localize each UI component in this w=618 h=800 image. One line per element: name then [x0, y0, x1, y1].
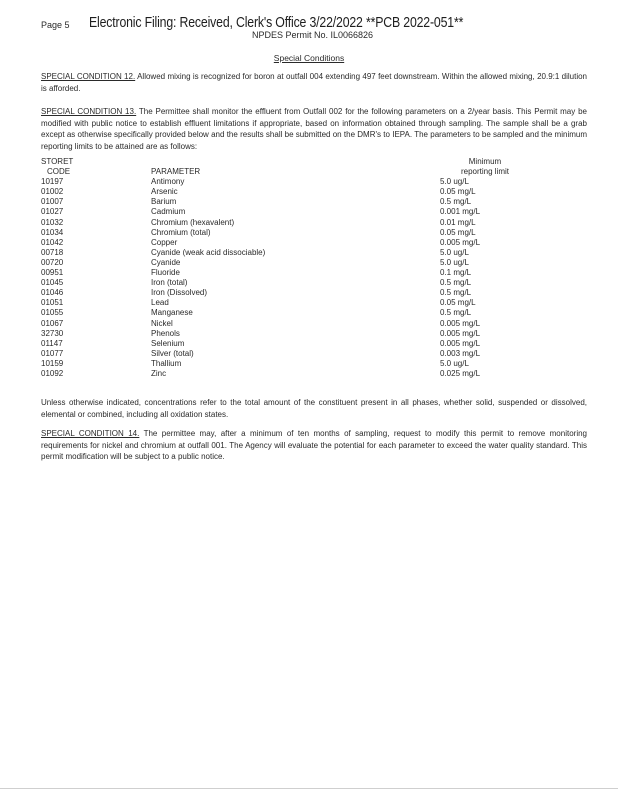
- table-row: [41, 238, 530, 248]
- reporting-limit-cell: 5.0 ug/L: [440, 358, 469, 368]
- table-row: [41, 329, 530, 339]
- table-row: [41, 258, 530, 268]
- storet-code-cell: 01067: [41, 318, 64, 328]
- reporting-limit-cell: 0.5 mg/L: [440, 197, 472, 207]
- storet-code-cell: 01027: [41, 207, 64, 217]
- reporting-limit-cell: 0.01 mg/L: [440, 217, 476, 227]
- reporting-limit-cell: 0.1 mg/L: [440, 268, 472, 278]
- reporting-limit-header: [440, 157, 530, 177]
- storet-code-header: [41, 157, 151, 177]
- page-number: Page 5: [41, 20, 70, 30]
- storet-code-cell: 10197: [41, 177, 64, 187]
- parameter-cell: Barium: [151, 197, 177, 207]
- parameter-cell: Cadmium: [151, 207, 186, 217]
- reporting-limit-cell: 0.05 mg/L: [440, 187, 476, 197]
- reporting-limit-cell: 0.05 mg/L: [440, 298, 476, 308]
- special-condition-12: [41, 71, 587, 94]
- condition-14-text: The permittee may, after a minimum of ten months of sampling, request to modify this permit to remove monitoring requirements for nickel and chromium at outfall 001. The Agency will evaluate the potential for each parameter to exceed the water quality standard. This permit modification will be subject to a public notice.: [41, 429, 587, 461]
- reporting-limit-cell: 0.005 mg/L: [440, 318, 481, 328]
- permit-number: NPDES Permit No. IL0066826: [252, 30, 374, 40]
- parameter-cell: Phenols: [151, 328, 180, 338]
- table-row: [41, 359, 530, 369]
- concentration-note: Unless otherwise indicated, concentrations refer to the total amount of the constituent present in all phases, whether solid, suspended or dissolved, elemental or combined, including all oxidation states.: [41, 398, 587, 419]
- table-row: [41, 197, 530, 207]
- parameter-cell: Chromium (hexavalent): [151, 217, 235, 227]
- table-row: [41, 298, 530, 308]
- parameter-cell: Nickel: [151, 318, 173, 328]
- storet-label: STORET: [41, 157, 74, 166]
- reporting-limit-cell: 0.003 mg/L: [440, 348, 481, 358]
- parameter-cell: Iron (total): [151, 278, 188, 288]
- parameter-cell: Cyanide: [151, 257, 181, 267]
- table-row: [41, 369, 530, 379]
- table-row: [41, 319, 530, 329]
- storet-code-cell: 01007: [41, 197, 64, 207]
- table-row: [41, 177, 530, 187]
- storet-code-cell: 32730: [41, 328, 64, 338]
- storet-code-cell: 01046: [41, 288, 64, 298]
- special-condition-13: [41, 106, 587, 152]
- reporting-limit-cell: 0.5 mg/L: [440, 288, 472, 298]
- reporting-limit-cell: 0.001 mg/L: [440, 207, 481, 217]
- table-row: [41, 278, 530, 288]
- parameter-cell: Lead: [151, 298, 169, 308]
- reporting-limit-cell: 0.5 mg/L: [440, 308, 472, 318]
- storet-code-cell: 10159: [41, 358, 64, 368]
- reporting-limit-cell: 0.025 mg/L: [440, 368, 481, 378]
- code-label: CODE: [47, 167, 71, 177]
- storet-code-cell: 01092: [41, 368, 64, 378]
- storet-code-cell: 01051: [41, 298, 64, 308]
- condition-12-heading: SPECIAL CONDITION 12.: [41, 72, 136, 81]
- storet-code-cell: 01147: [41, 338, 63, 348]
- parameter-cell: Silver (total): [151, 348, 194, 358]
- parameter-cell: Thallium: [151, 358, 182, 368]
- special-condition-14: [41, 428, 587, 463]
- table-row: [41, 228, 530, 238]
- condition-12-text: Allowed mixing is recognized for boron at outfall 004 extending 497 feet downstream. Within the allowed mixing, 20.9:1 dilution is afforded.: [41, 72, 588, 93]
- table-header-row: [41, 157, 530, 177]
- reporting-limit-cell: 5.0 ug/L: [440, 177, 469, 187]
- table-row: [41, 288, 530, 298]
- parameter-cell: Manganese: [151, 308, 193, 318]
- parameter-cell: Arsenic: [151, 187, 178, 197]
- table-row: [41, 308, 530, 318]
- parameter-cell: Antimony: [151, 177, 185, 187]
- table-row: [41, 339, 530, 349]
- storet-code-cell: 01032: [41, 217, 64, 227]
- parameter-cell: Chromium (total): [151, 227, 211, 237]
- storet-code-cell: 01002: [41, 187, 64, 197]
- storet-code-cell: 01042: [41, 237, 64, 247]
- minimum-label: Minimum: [468, 157, 502, 166]
- parameter-cell: Iron (Dissolved): [151, 288, 208, 298]
- reporting-limit-cell: 5.0 ug/L: [440, 257, 469, 267]
- reporting-limit-cell: 0.05 mg/L: [440, 227, 476, 237]
- section-title: Special Conditions: [273, 53, 345, 63]
- reporting-limit-cell: 0.005 mg/L: [440, 338, 481, 348]
- reporting-limit-cell: 0.005 mg/L: [440, 237, 481, 247]
- parameters-table: [41, 157, 530, 379]
- storet-code-cell: 01034: [41, 227, 64, 237]
- storet-code-cell: 00720: [41, 257, 64, 267]
- parameter-cell: Fluoride: [151, 268, 180, 278]
- parameter-cell: Zinc: [151, 368, 167, 378]
- table-row: [41, 349, 530, 359]
- parameter-cell: Selenium: [151, 338, 185, 348]
- table-row: [41, 248, 530, 258]
- storet-code-cell: 00951: [41, 268, 64, 278]
- table-row: [41, 218, 530, 228]
- reporting-limit-cell: 0.5 mg/L: [440, 278, 472, 288]
- reporting-limit-label: reporting limit: [460, 167, 509, 177]
- reporting-limit-cell: 5.0 ug/L: [440, 247, 469, 257]
- filing-stamp: Electronic Filing: Received, Clerk's Office 3/22/2022 **PCB 2022-051**: [89, 14, 464, 31]
- page-bottom-rule: [0, 788, 618, 789]
- storet-code-cell: 00718: [41, 247, 64, 257]
- reporting-limit-cell: 0.005 mg/L: [440, 328, 481, 338]
- parameter-cell: Copper: [151, 237, 178, 247]
- storet-code-cell: 01045: [41, 278, 64, 288]
- storet-code-cell: 01055: [41, 308, 64, 318]
- condition-14-heading: SPECIAL CONDITION 14.: [41, 429, 140, 438]
- storet-code-cell: 01077: [41, 348, 64, 358]
- condition-13-text: The Permittee shall monitor the effluent from Outfall 002 for the following parameters on a 2/year basis. This Permit may be modified with public notice to establish effluent limitations if appropriate, based on information obtained through sampling. The sample shall be a grab except as otherwise specifically provided below and the results shall be submitted on the DMR's to IEPA. The parameters to be sampled and the minimum reporting limits to be attained are as follows:: [41, 107, 587, 151]
- table-row: [41, 268, 530, 278]
- table-row: [41, 187, 530, 197]
- table-row: [41, 207, 530, 217]
- parameter-header: PARAMETER: [151, 167, 201, 177]
- condition-13-heading: SPECIAL CONDITION 13.: [41, 107, 137, 116]
- parameter-cell: Cyanide (weak acid dissociable): [151, 247, 266, 257]
